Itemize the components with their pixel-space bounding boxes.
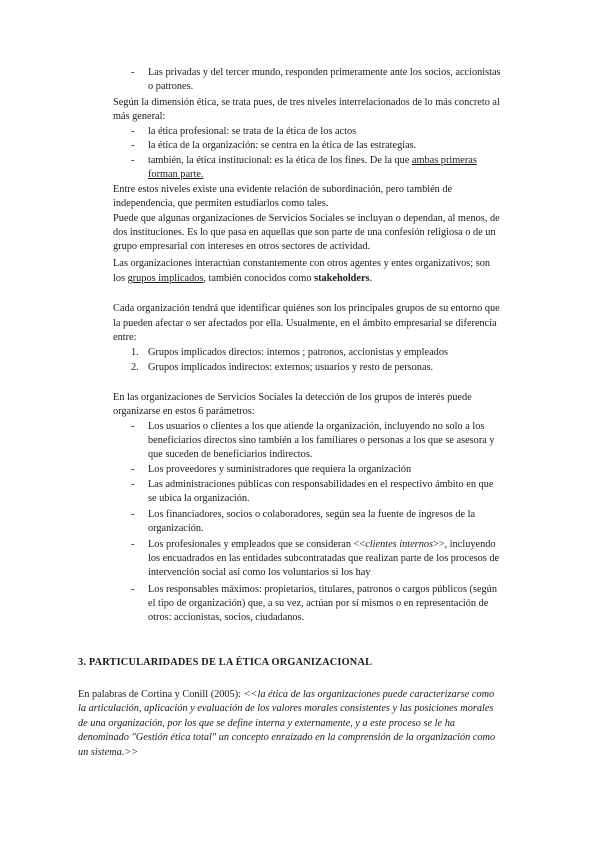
bullet-dash: - [131, 584, 135, 595]
bullet-dash: - [131, 464, 135, 475]
paragraph-line: Cada organización tendrá que identificar quiénes son los principales grupos de su entorno que [113, 303, 500, 314]
bullet-dash: - [131, 126, 135, 137]
paragraph-line: En las organizaciones de Servicios Sociales la detección de los grupos de interés puede [113, 392, 472, 403]
list-item-text: Los responsables máximos: propietarios, titulares, patronos o cargos públicos (según [148, 584, 497, 595]
text-run: también, la ética institucional: es la ética de los fines. De la que [148, 155, 412, 166]
underlined-text: forman parte. [148, 169, 204, 180]
list-item-text [148, 538, 496, 552]
numbered-item-text: Grupos implicados directos: internos ; patronos, accionistas y empleados [148, 347, 448, 358]
paragraph-line: grupo empresarial con intereses en otros sectores de actividad. [113, 241, 371, 252]
list-item-text: el tipo de organización) que, a su vez, actúan por sí mismos o en representación de [148, 598, 489, 609]
list-item-text: otros: accionistas, socios, ciudadanos. [148, 612, 305, 623]
list-item-text: beneficiarios directos sino también a los familiares o personas a los que se asesora y [148, 435, 495, 446]
list-item-text [148, 154, 477, 168]
bullet-dash: - [131, 421, 135, 432]
italic-quote-line: denominado "Gestión ética total" un concepto enraizado en la comprensión de la organización como [78, 732, 496, 743]
list-item-text: Las administraciones públicas con responsabilidades en el respectivo ámbito en que [148, 479, 494, 490]
bullet-dash: - [131, 140, 135, 151]
paragraph-line [78, 688, 494, 702]
paragraph-line: independencia, que permiten estudiarlos como tales. [113, 198, 329, 209]
paragraph-line: más general: [113, 111, 166, 122]
paragraph-line: Puede que algunas organizaciones de Servicios Sociales se incluyan o dependan, al menos, de [113, 213, 500, 224]
text-run: . [369, 273, 373, 284]
list-item-text: Las privadas y del tercer mundo, responden primeramente ante los socios, accionistas [148, 67, 501, 78]
italic-quote-line: de una organización, por los que se define interna y externamente, y a este proceso se le ha [78, 718, 455, 729]
list-item-text: o patrones. [148, 81, 194, 92]
bullet-dash: - [131, 539, 135, 550]
paragraph-line: la pueden afectar o ser afectados por ella. Usualmente, en el ámbito empresarial se diferencia [113, 318, 497, 329]
list-item-text: la ética de la organización: se centra en la ética de las estrategias. [148, 140, 417, 151]
bullet-dash: - [131, 67, 135, 78]
text-run: los [113, 273, 128, 284]
italic-quote-line: la articulación, aplicación y evaluación de los valores morales consistentes y las posiciones morales [78, 703, 494, 714]
list-item-text: intervención social así como los voluntarios si los hay [148, 567, 371, 578]
paragraph-line: Las organizaciones interactúan constantemente con otros agentes y entes organizativos; son [113, 258, 491, 269]
paragraph-line: Entre estos niveles existe una evidente relación de subordinación, pero también de [113, 184, 453, 195]
list-item-text: Los financiadores, socios o colaboradores, según sea la fuente de ingresos de la [148, 509, 476, 520]
italic-quote-line: un sistema.>> [78, 747, 139, 758]
bullet-dash: - [131, 479, 135, 490]
paragraph-line: Según la dimensión ética, se trata pues, de tres niveles interrelacionados de lo más concreto al [113, 97, 500, 108]
list-item-text: que suceden de beneficiarios indirectos. [148, 449, 313, 460]
list-item-text: los encuadrados en las entidades subcontratadas que realizan parte de los procesos de [148, 553, 500, 564]
section-heading: 3. PARTICULARIDADES DE LA ÉTICA ORGANIZACIONAL [78, 657, 373, 668]
text-run: En palabras de Cortina y Conill (2005): [78, 689, 244, 700]
paragraph-line [113, 272, 372, 286]
list-item-text: Los proveedores y suministradores que requiera la organización [148, 464, 412, 475]
list-item-text: organización. [148, 523, 204, 534]
paragraph-line: dos instituciones. Es lo que pasa en aquellas que son parte de una confesión religiosa o de un [113, 227, 496, 238]
numbered-item-text: Grupos implicados indirectos: externos; usuarios y resto de personas. [148, 362, 434, 373]
italic-text: clientes internos [365, 539, 433, 550]
list-number: 2. [131, 362, 139, 373]
text-run: >>, incluyendo [433, 539, 496, 550]
list-item-text: se ubica la organización. [148, 493, 250, 504]
text-run: Los profesionales y empleados que se consideran << [148, 539, 366, 550]
underlined-text: ambas primeras [411, 155, 477, 166]
bullet-dash: - [131, 509, 135, 520]
paragraph-line: entre: [113, 332, 137, 343]
paragraph-line: organizarse en estos 6 parámetros: [113, 406, 255, 417]
bold-term: stakeholders [314, 273, 370, 284]
list-number: 1. [131, 347, 139, 358]
text-run: , también conocidos como [203, 273, 315, 284]
bullet-dash: - [131, 155, 135, 166]
italic-text: <<la ética de las organizaciones puede caracterizarse como [243, 689, 495, 700]
list-item-text: la ética profesional: se trata de la ética de los actos [148, 126, 357, 137]
underlined-text: grupos implicados [127, 273, 204, 284]
list-item-text: Los usuarios o clientes a los que atiende la organización, incluyendo no solo a los [148, 421, 485, 432]
